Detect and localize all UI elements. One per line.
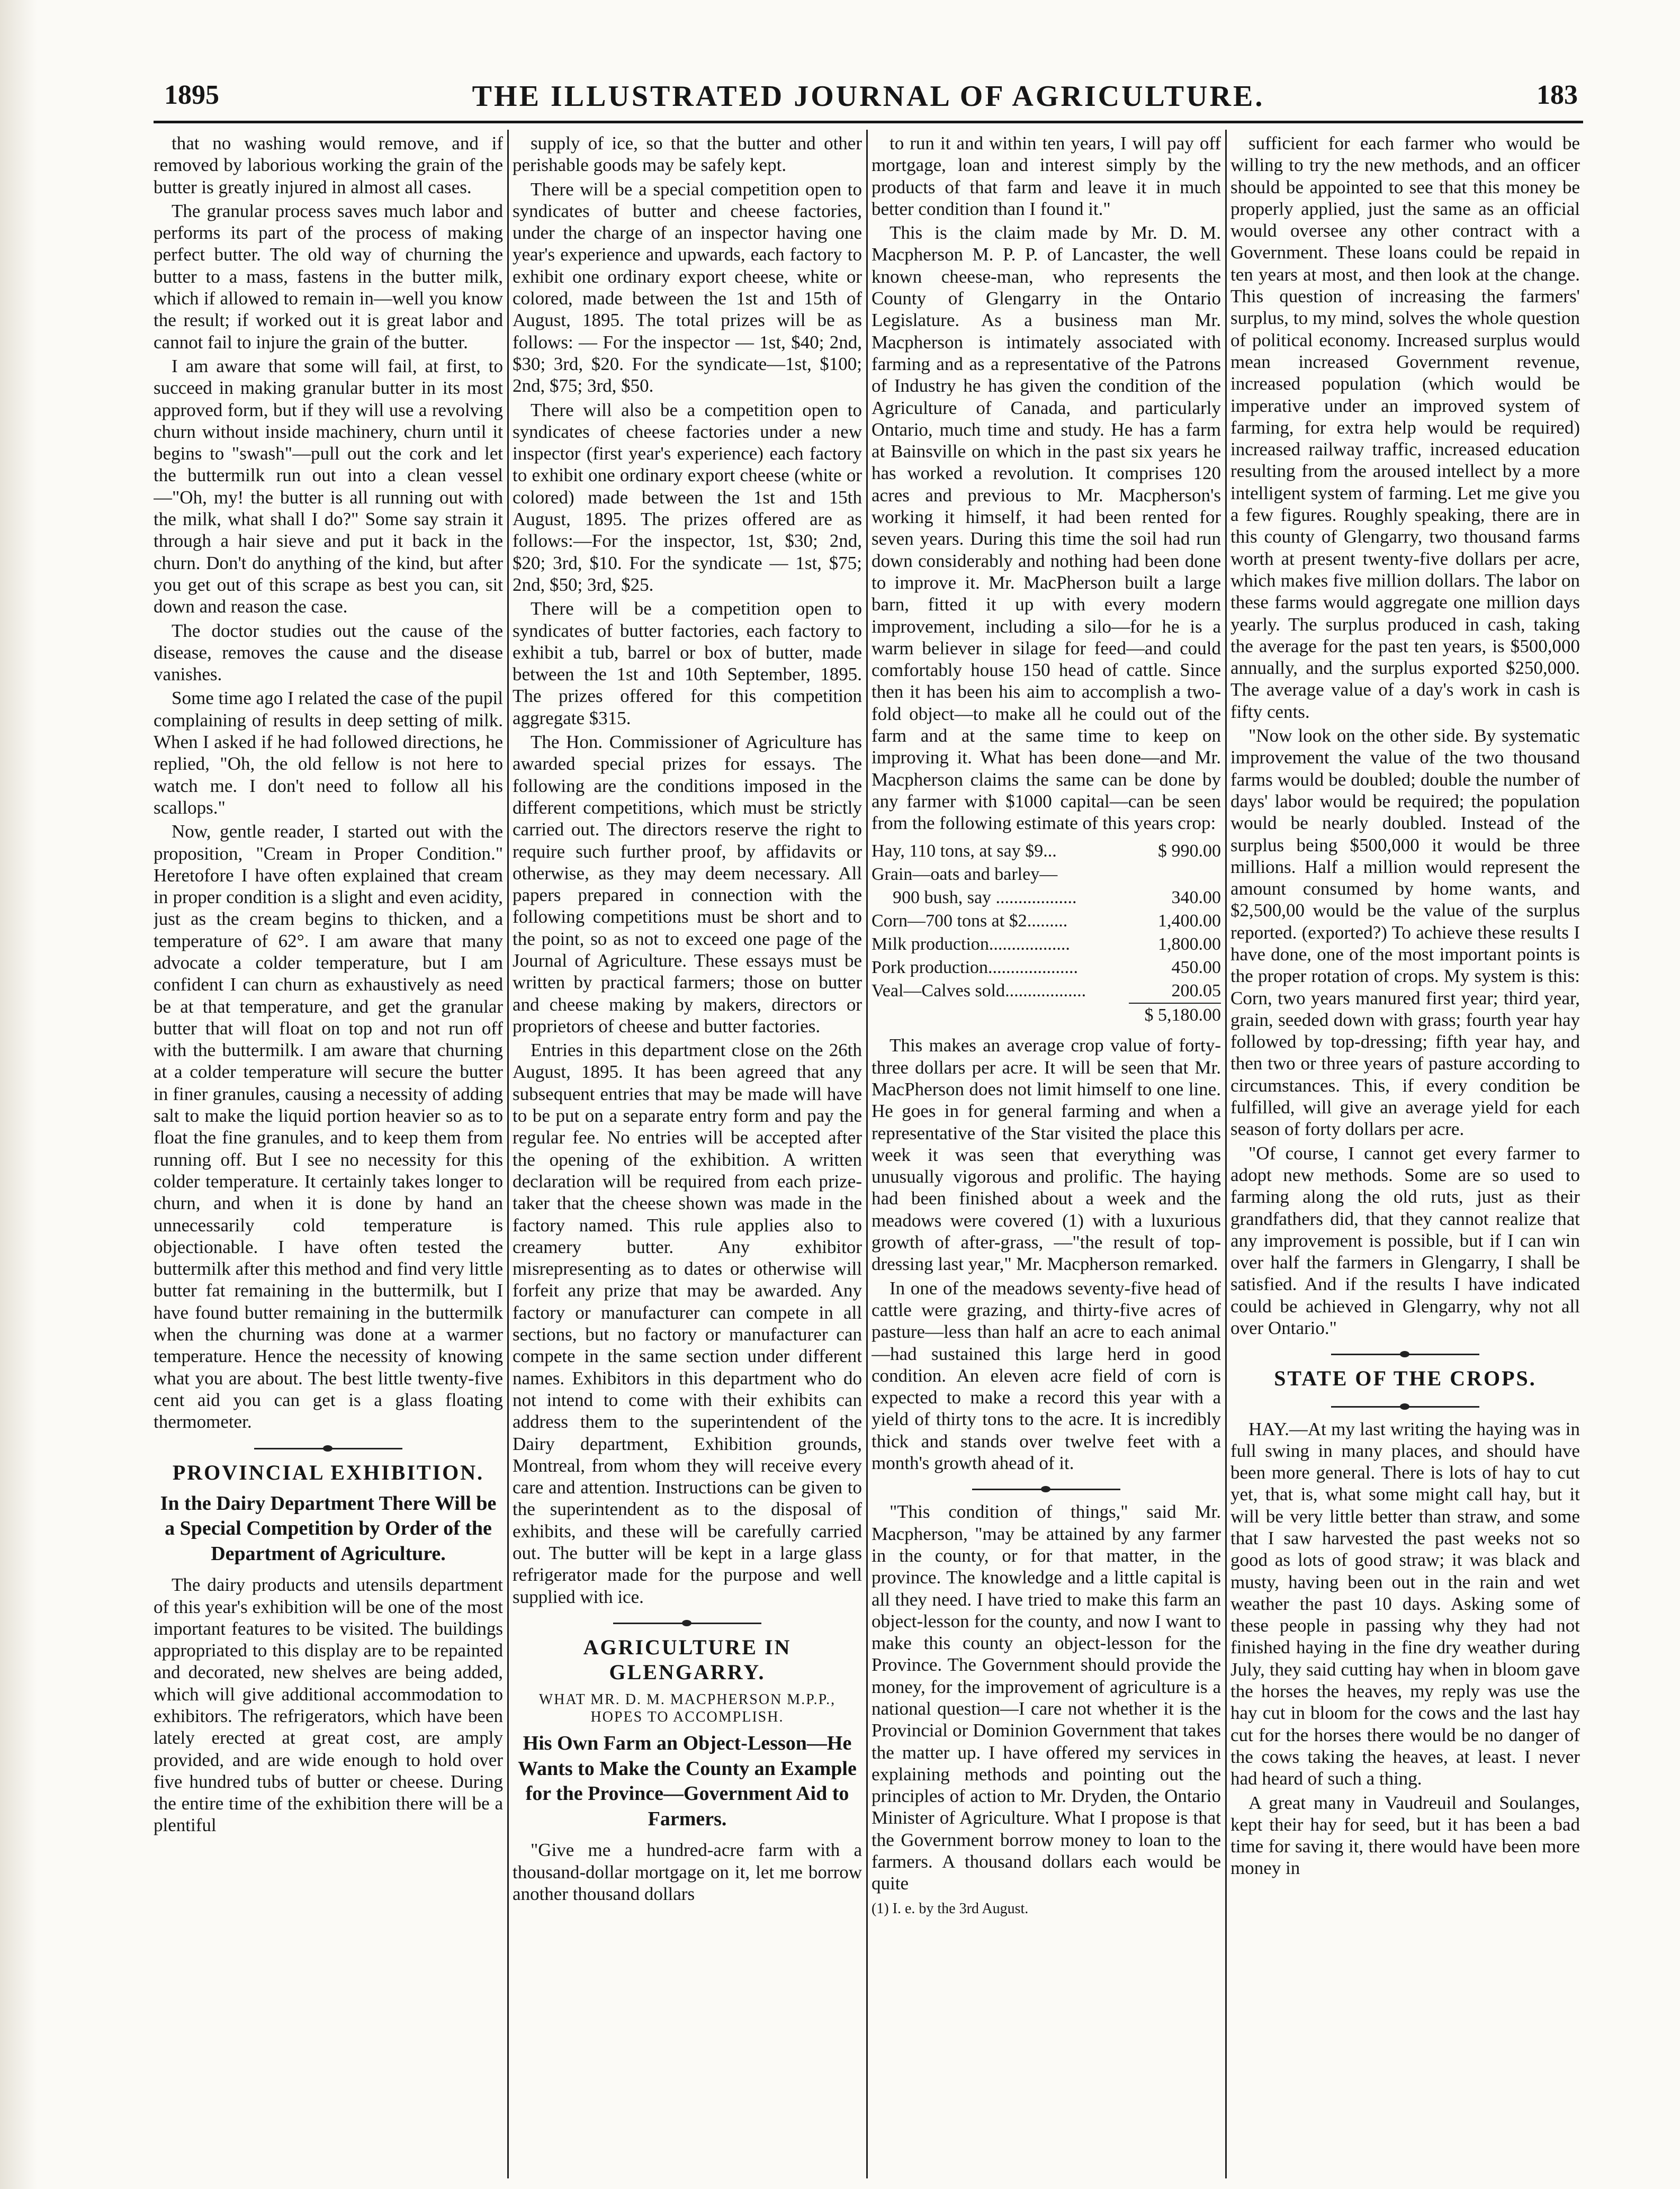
- column-separator: [866, 130, 868, 2178]
- crop-amount: 200.05: [1171, 981, 1221, 1001]
- section-title-state-of-the-crops: STATE OF THE CROPS.: [1274, 1366, 1537, 1391]
- table-row: [872, 863, 1221, 886]
- crop-amount: 450.00: [1171, 958, 1221, 978]
- paragraph: sufficient for each farmer who would be willing to try the new methods, and an officer should be appointed to see that this money be properly applied, just the same as an official would oversee any other contract with a Government. These loans could be repaid in ten years at most, and then look at the change. This question of increasing the farmers' surplus, to my mind, solves the whole question of political economy. Increased surplus would mean increased Government revenue, increased population (which would be imperative under an improved system of farming, for extra help would be required) increased railway traffic, increased education resulting from the aroused intellect by a more intelligent system of farming. Let me give you a few figures. Roughly speaking, there are in this county of Glengarry, two thousand farms worth at present twenty-five dollars per acre, which makes five million dollars. The labor on these farms would aggregate one million days yearly. The surplus produced in cash, taking the average for the past ten years, is $500,000 annually, and the surplus exported $250,000. The average value of a day's work in cash is fifty cents.: [1230, 133, 1580, 722]
- page-number: 183: [1537, 80, 1578, 110]
- crop-estimate-table: [872, 840, 1221, 1028]
- paragraph: supply of ice, so that the butter and other perishable goods may be safely kept.: [513, 133, 862, 176]
- crop-amount: 1,400.00: [1158, 911, 1221, 931]
- crop-item: Pork production....................: [872, 958, 1079, 978]
- crop-item: Grain—oats and barley—: [872, 864, 1058, 884]
- column-3: [872, 132, 1221, 2176]
- section-divider: [1331, 1354, 1479, 1355]
- paragraph: The granular process saves much labor and performs its part of the process of making perfect butter. The old way of churning the butter to a mass, fastens in the butter milk, which if allowed to remain in—well you know the result; if worked out it is great labor and cannot fail to injure the grain of the butter.: [154, 200, 503, 353]
- section-divider: [972, 1489, 1120, 1490]
- paragraph: that no washing would remove, and if removed by laborious working the grain of the butter is greatly injured in almost all cases.: [154, 133, 503, 197]
- paragraph: There will be a special competition open to syndicates of butter and cheese factories, under the charge of an inspector having one year's experience and upwards, each factory to exhibit one ordinary export cheese, white or colored, made between the 1st and 15th of August, 1895. The total prizes will be as follows: — For the inspector — 1st, $40; 2nd, $30; 3rd, $20. For the syndicate—1st, $100; 2nd, $75; 3rd, $50.: [513, 178, 862, 397]
- paragraph: "Now look on the other side. By systematic improvement the value of the two thousand farms would be doubled; double the number of days' labor would be required; the population would be nearly doubled. Instead of the surplus being $500,000 it would be three millions. Half a million would represent the amount consumed by home wants, and $2,500,00 would be the value of the surplus reported. (exported?) To achieve these results I have done, one of the most important points is the proper rotation of crops. My system is this: Corn, two years manured first year; third year, grain, seeded down with grass; fourth year hay followed by top-dressing; fifth year hay, and then two or three years of pasture according to circumstances. This, if every condition be fulfilled, will give an average yield for each season of forty dollars per acre.: [1230, 725, 1580, 1140]
- section-divider: [254, 1448, 402, 1449]
- table-row: [872, 886, 1221, 909]
- table-total-row: [872, 1003, 1221, 1027]
- paragraph: There will also be a competition open to syndicates of cheese factories under a new inspector (first year's experience) each factory to exhibit one ordinary export cheese (white or colored) made between the 1st and 15th August, 1895. The prizes offered are as follows:—For the inspector, 1st, $30; 2nd, $20; 3rd, $10. For the syndicate — 1st, $75; 2nd, $50; 3rd, $25.: [513, 399, 862, 595]
- paragraph: In one of the meadows seventy-five head of cattle were grazing, and thirty-five acres of pasture—less than half an acre to each animal—had sustained this large herd in good condition. An eleven acre field of corn is expected to make a record this year with a yield of thirty tons to the acre. It is incredibly thick and stands over twelve feet with a month's growth ahead of it.: [872, 1277, 1221, 1474]
- section-subtitle: In the Dairy Department There Will be a Special Competition by Order of the Department of Agriculture.: [160, 1492, 497, 1565]
- paragraph: "Of course, I cannot get every farmer to adopt new methods. Some are so used to farming along the old ruts, just as their grandfathers did, that they cannot realize that any improvement is possible, but if I can win over half the farmers in Glengarry, I shall be satisfied. And if the results I have indicated could be achieved in Glengarry, why not all over Ontario.": [1230, 1142, 1580, 1339]
- crop-total: $ 5,180.00: [1129, 1003, 1221, 1027]
- paragraph: Now, gentle reader, I started out with the proposition, "Cream in Proper Condition." Heretofore I have often explained that cream in proper condition is a slight and even acidity, just as the cream begins to thicken, and a temperature of 62°. I am aware that many advocate a colder temperature, but I am confident I can churn as exhaustively as need be at that temperature, and get the granular butter that will float on top and not run off with the buttermilk. I am aware that churning at a colder temperature will secure the butter in finer granules, causing a necessity of adding salt to make the liquid portion heavier so as to float the fine granules, and to keep them from running off. But I see no necessity for this colder temperature. It certainly takes longer to churn, and when it is done by hand an unnecessarily cold temperature is objectionable. I have often tested the buttermilk after this method and find very little butter fat remaining in the buttermilk, but I have found butter remaining in the buttermilk when the churning was done at a warmer temperature. Hence the necessity of knowing what you are about. The best little twenty-five cent aid you can get is a glass floating thermometer.: [154, 821, 503, 1433]
- paragraph: A great many in Vaudreuil and Soulanges, kept their hay for seed, but it has been a bad time for saving it, there would have been more money in: [1230, 1792, 1580, 1879]
- paragraph: "Give me a hundred-acre farm with a thousand-dollar mortgage on it, let me borrow another thousand dollars: [513, 1840, 862, 1904]
- crop-amount: [1129, 863, 1221, 886]
- page-header: [154, 79, 1583, 111]
- paragraph: to run it and within ten years, I will pay off mortgage, loan and interest simply by the products of that farm and leave it in much better condition than I found it.": [872, 133, 1221, 219]
- crop-item: Milk production..................: [872, 934, 1070, 954]
- section-title-provincial-exhibition: PROVINCIAL EXHIBITION.: [172, 1460, 484, 1484]
- column-4: [1230, 132, 1580, 2176]
- paragraph: The doctor studies out the cause of the disease, removes the cause and the disease vanishes.: [154, 620, 503, 685]
- paragraph: The dairy products and utensils department of this year's exhibition will be one of the most important features to be visited. The buildings appropriated to this display are to be repainted and decorated, new shelves are being added, which will give additional accommodation to exhibitors. The refrigerators, which have been lately erected at great cost, are amply provided, and are wide enough to hold over five hundred tubs of butter or cheese. During the entire time of the exhibition there will be a plentiful: [154, 1574, 503, 1836]
- table-row: [872, 956, 1221, 979]
- crop-item: Hay, 110 tons, at say $9...: [872, 841, 1057, 861]
- table-row: [872, 909, 1221, 933]
- section-subtitle: His Own Farm an Object-Lesson—He Wants to Make the County an Example for the Province—Government Aid to Farmers.: [518, 1732, 857, 1830]
- footnote: (1) I. e. by the 3rd August.: [872, 1900, 1029, 1917]
- paragraph: "This condition of things," said Mr. Macpherson, "may be attained by any farmer in the county, or for that matter, in the province. The knowledge and a little capital is all they need. I have tried to make this farm an object-lesson for the county, and now I want to make this county an object-lesson for the Province. The Government should provide the money, for the improvement of agriculture is a national question—I care not whether it is the Provincial or Dominion Government that takes the matter up. I have offered my services in explaining methods and pointing out the principles of action to Mr. Dryden, the Ontario Minister of Agriculture. What I propose is that the Government borrow money to loan to the farmers. A thousand dollars each would be quite: [872, 1501, 1221, 1894]
- crop-item: Veal—Calves sold..................: [872, 981, 1086, 1001]
- section-byline: WHAT MR. D. M. MACPHERSON M.P.P., HOPES TO ACCOMPLISH.: [538, 1691, 836, 1726]
- paragraph: There will be a competition open to syndicates of butter factories, each factory to exhibit a tub, barrel or box of butter, made between the 1st and 10th September, 1895. The prizes offered for this competition aggregate $315.: [513, 598, 862, 728]
- header-rule: [154, 121, 1583, 123]
- table-row: [872, 840, 1221, 863]
- paragraph: The Hon. Commissioner of Agriculture has awarded special prizes for essays. The following are the conditions imposed in the different competitions, which must be strictly carried out. The directors reserve the right to require such further proof, by affidavits or otherwise, as they may deem necessary. All papers prepared in connection with the following competitions must be short and to the point, so as not to exceed one page of the Journal of Agriculture. These essays must be written by practical farmers; those on butter and cheese making by makers, directors or proprietors of cheese and butter factories.: [513, 732, 862, 1037]
- journal-title: THE ILLUSTRATED JOURNAL OF AGRICULTURE.: [472, 80, 1265, 113]
- column-1: [154, 132, 503, 2176]
- crop-item: 900 bush, say ..................: [893, 887, 1077, 907]
- column-separator: [1225, 130, 1227, 2178]
- table-row: [872, 979, 1221, 1003]
- paragraph: This makes an average crop value of forty-three dollars per acre. It will be seen that Mr. MacPherson does not limit himself to one line. He goes in for general farming and when a representative of the Star visited the place this week it was seen that everything was unusually vigorous and prolific. The haying had been finished about a week and the meadows were covered (1) with a luxurious growth of after-grass, —"the result of top-dressing last year," Mr. Macpherson remarked.: [872, 1035, 1221, 1275]
- section-divider: [1331, 1406, 1479, 1408]
- section-divider: [613, 1623, 761, 1624]
- page-binding-edge: [0, 0, 37, 2189]
- crop-amount: 1,800.00: [1158, 934, 1221, 954]
- section-title-agriculture-in-glengarry: AGRICULTURE IN GLENGARRY.: [583, 1635, 792, 1684]
- paragraph: I am aware that some will fail, at first, to succeed in making granular butter in its most approved form, but if they will use a revolving churn without inside machinery, churn until it begins to "swash"—pull out the cork and let the buttermilk run out into a clean vessel—"Oh, my! the butter is all running out with the milk, what shall I do?" Some say strain it through a hair sieve and put it back in the churn. Don't do anything of the kind, but after you get out of this scrape as best you can, sit down and reason the case.: [154, 355, 503, 617]
- paragraph: This is the claim made by Mr. D. M. Macpherson M. P. P. of Lancaster, the well known cheese-man, who represents the County of Glengarry in the Ontario Legislature. As a business man Mr. Macpherson is intimately associated with farming and as a representative of the Patrons of Industry he has given the condition of the Agriculture of Canada, and particularly Ontario, much time and study. He has a farm at Bainsville on which in the past six years he has worked a revolution. It comprises 120 acres and previous to Mr. Macpherson's working it himself, it had been rented for seven years. During this time the soil had run down considerably and nothing had been done to improve it. Mr. MacPherson built a large barn, fitted it up with every modern improvement, including a silo—for he is a warm believer in silage for feed—and could comfortably house 150 head of cattle. Since then it has been his aim to accomplish a two-fold object—to make all he could out of the farm and at the same time to keep on improving it. What has been done—and Mr. Macpherson claims the same can be done by any farmer with $1000 capital—can be seen from the following estimate of this years crop:: [872, 222, 1221, 834]
- paragraph: Entries in this department close on the 26th August, 1895. It has been agreed that any subsequent entries that may be made will have to be put on a separate entry form and pay the regular fee. No entries will be accepted after the opening of the exhibition. A written declaration will be required from each prize-taker that the cheese shown was made in the factory named. This rule applies also to creamery butter. Any exhibitor misrepresenting as to dates or otherwise will forfeit any prize that may be awarded. Any factory or manufacturer can compete in all sections, but no factory or manufacturer can compete in the same section under different names. Exhibitors in this department who do not intend to come with their exhibits can address them to the superintendent of the Dairy department, Exhibition grounds, Montreal, from whom they will receive every care and attention. Instructions can be given to the superintendent as to the disposal of exhibits, and these will be carefully carried out. The butter will be kept in a large glass refrigerator made for the purpose and well supplied with ice.: [513, 1040, 862, 1607]
- crop-amount: $ 990.00: [1158, 841, 1221, 861]
- crop-amount: 340.00: [1171, 887, 1221, 907]
- paragraph: Some time ago I related the case of the pupil complaining of results in deep setting of milk. When I asked if he had followed directions, he replied, "Oh, the old fellow is not here to watch me. I don't need to follow all his scallops.": [154, 688, 503, 818]
- paragraph: HAY.—At my last writing the haying was in full swing in many places, and should have been more general. There is lots of hay to cut yet, that is, what some might call hay, but it will be very little better than straw, and some that I saw harvested the past weeks not so good as lots of good straw; it was black and musty, having been out in the rain and wet weather the past 10 days. Asking some of these people in passing why they had not finished haying in the fine dry weather during July, they said cutting hay when in bloom gave the horses the heaves, my reply was use the hay cut in bloom for the cows and the last hay cut for the horses there would be no danger of the cows taking the heaves, at least. I never had heard of such a thing.: [1230, 1418, 1580, 1789]
- table-row: [872, 933, 1221, 956]
- crop-item: Corn—700 tons at $2.........: [872, 911, 1068, 931]
- header-year: 1895: [164, 80, 219, 110]
- column-2: [513, 132, 862, 2176]
- column-separator: [507, 130, 509, 2178]
